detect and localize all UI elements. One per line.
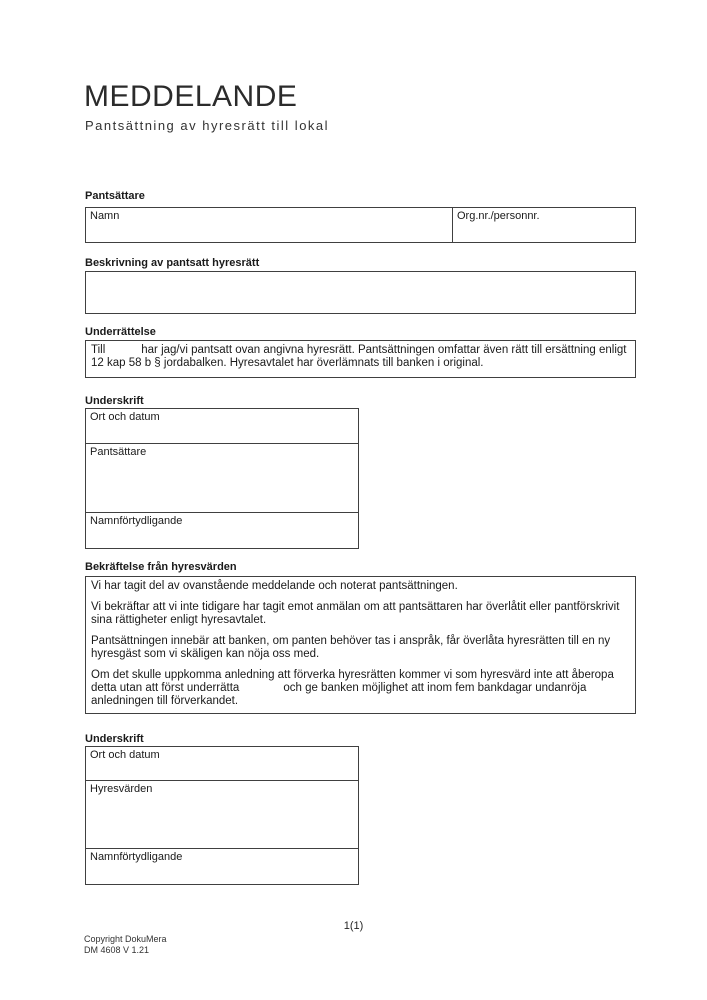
- landlord-signature-field[interactable]: [86, 781, 358, 849]
- bank-name-blank[interactable]: [105, 352, 141, 353]
- pantsattare-table: [85, 207, 636, 243]
- bekraftelse-paragraph-2: Vi bekräftar att vi inte tidigare har tagit emot anmälan om att pantsättaren har överlåtit eller pantförskrivit sina rättigheter enligt hyresavtalet.: [91, 601, 620, 626]
- section-heading-underskrift-hyresvarden: Underskrift: [85, 733, 144, 745]
- orgnr-field[interactable]: [453, 208, 635, 242]
- beskrivning-field[interactable]: [85, 271, 636, 314]
- underrattelse-text-after: har jag/vi pantsatt ovan angivna hyresrätt. Pantsättningen omfattar även rätt till ersättning enligt 12 kap 58 b § jordabalken. Hyresavtalet har överlämnats till banken i original.: [91, 344, 627, 369]
- page-number: 1(1): [343, 920, 364, 932]
- underrattelse-box: [85, 340, 636, 378]
- page-title: MEDDELANDE: [84, 80, 298, 113]
- landlord-place-date-field[interactable]: [86, 747, 358, 781]
- bekraftelse-p4-after: och ge banken möjlighet att inom fem bankdagar undanröja anledningen till förverkandet.: [91, 682, 587, 707]
- landlord-place-date-label: Ort och datum: [90, 749, 160, 761]
- signature-table-pantsattare: [85, 408, 359, 549]
- bekraftelse-box: [85, 576, 636, 714]
- page-subtitle: Pantsättning av hyresrätt till lokal: [85, 118, 330, 133]
- bekraftelse-paragraph-4: [91, 669, 630, 708]
- landlord-name-clarification-field[interactable]: [86, 849, 358, 884]
- orgnr-field-label: Org.nr./personnr.: [457, 210, 540, 222]
- signature-place-date-label: Ort och datum: [90, 411, 160, 423]
- signature-place-date-field[interactable]: [86, 409, 358, 444]
- signature-name-clarification-field[interactable]: [86, 513, 358, 548]
- underrattelse-text-before: Till: [91, 344, 106, 356]
- landlord-name-clarification-label: Namnförtydligande: [90, 851, 183, 863]
- signature-table-hyresvarden: [85, 746, 359, 885]
- landlord-bank-name-blank[interactable]: [239, 690, 283, 691]
- section-heading-pantsattare: Pantsättare: [85, 190, 145, 202]
- bekraftelse-paragraph-3: Pantsättningen innebär att banken, om panten behöver tas i anspråk, får överlåta hyresrätten till en ny hyresgäst som vi skäligen kan nöja oss med.: [91, 635, 611, 660]
- signature-pantsattare-field[interactable]: [86, 444, 358, 513]
- name-field-label: Namn: [90, 210, 120, 222]
- section-heading-underskrift-pantsattare: Underskrift: [85, 395, 144, 407]
- bekraftelse-p4-before: Om det skulle uppkomma anledning att förverka hyresrätten kommer vi som hyresvärd inte att åberopa detta utan att först underrätta: [91, 669, 614, 694]
- section-heading-underrattelse: Underrättelse: [85, 326, 156, 338]
- signature-name-clarification-label: Namnförtydligande: [90, 515, 183, 527]
- signature-pantsattare-label: Pantsättare: [90, 446, 147, 458]
- copyright-notice: [84, 934, 167, 956]
- section-heading-beskrivning: Beskrivning av pantsatt hyresrätt: [85, 257, 260, 269]
- copyright-line-1: Copyright DokuMera: [84, 934, 167, 944]
- name-field[interactable]: [86, 208, 453, 242]
- section-heading-bekraftelse: Bekräftelse från hyresvärden: [85, 561, 237, 573]
- bekraftelse-paragraph-1: Vi har tagit del av ovanstående meddelande och noterat pantsättningen.: [91, 580, 458, 592]
- landlord-signature-label: Hyresvärden: [90, 783, 153, 795]
- copyright-line-2: DM 4608 V 1.21: [84, 945, 150, 955]
